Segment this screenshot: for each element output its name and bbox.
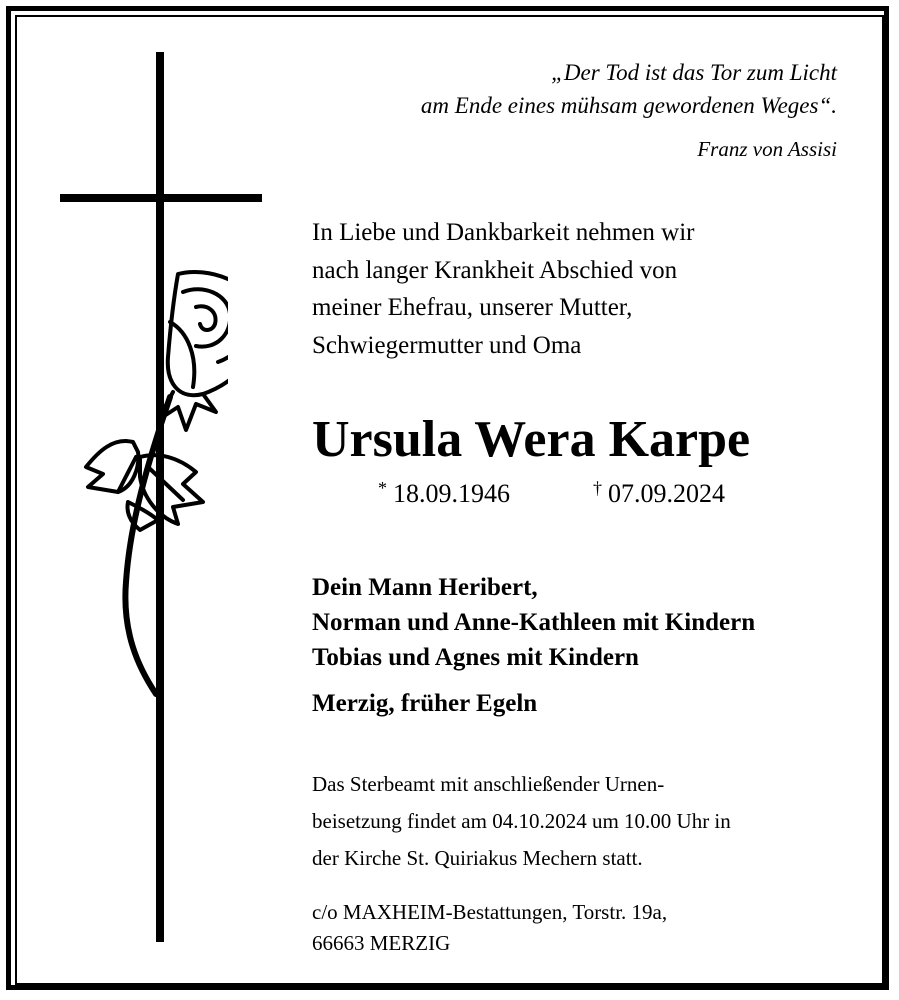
death-date-group	[593, 478, 725, 509]
ceremony-line: Das Sterbeamt mit anschließender Urnen-	[312, 772, 665, 796]
funeral-home-address	[312, 897, 852, 959]
intro-line: meiner Ehefrau, unserer Mutter,	[312, 294, 633, 321]
intro-line: Schwiegermutter und Oma	[312, 331, 582, 359]
rose-icon	[78, 262, 228, 702]
deceased-name: Ursula Wera Karpe	[312, 411, 751, 468]
family-line: Tobias und Agnes mit Kindern	[312, 644, 639, 671]
family-line: Dein Mann Heribert,	[312, 574, 538, 601]
intro-line: nach langer Krankheit Abschied von	[312, 256, 678, 284]
quote	[317, 56, 837, 122]
death-symbol: †	[593, 478, 602, 498]
intro-line: In Liebe und Dankbarkeit nehmen wir	[312, 219, 695, 246]
quote-line: „Der Tod ist das Tor zum Licht	[551, 60, 837, 85]
address-line: 66663 MERZIG	[312, 931, 451, 955]
birth-date: 18.09.1946	[393, 479, 510, 508]
intro-text	[312, 214, 852, 364]
place: Merzig, früher Egeln	[312, 690, 538, 717]
cross-horizontal-beam	[60, 194, 262, 202]
quote-line: am Ende eines mühsam gewordenen Weges“.	[420, 93, 837, 118]
birth-symbol: *	[378, 478, 387, 498]
life-dates	[378, 478, 798, 509]
family-line: Norman und Anne-Kathleen mit Kindern	[312, 609, 756, 636]
ceremony-line: der Kirche St. Quiriakus Mechern statt.	[312, 846, 643, 870]
ceremony-info	[312, 766, 852, 877]
family-mourners	[312, 570, 872, 675]
address-line: c/o MAXHEIM-Bestattungen, Torstr. 19a,	[312, 900, 668, 924]
death-date: 07.09.2024	[608, 479, 725, 508]
birth-date-group	[378, 478, 510, 509]
ceremony-line: beisetzung findet am 04.10.2024 um 10.00 Uhr in	[312, 809, 731, 833]
quote-author: Franz von Assisi	[697, 137, 837, 161]
